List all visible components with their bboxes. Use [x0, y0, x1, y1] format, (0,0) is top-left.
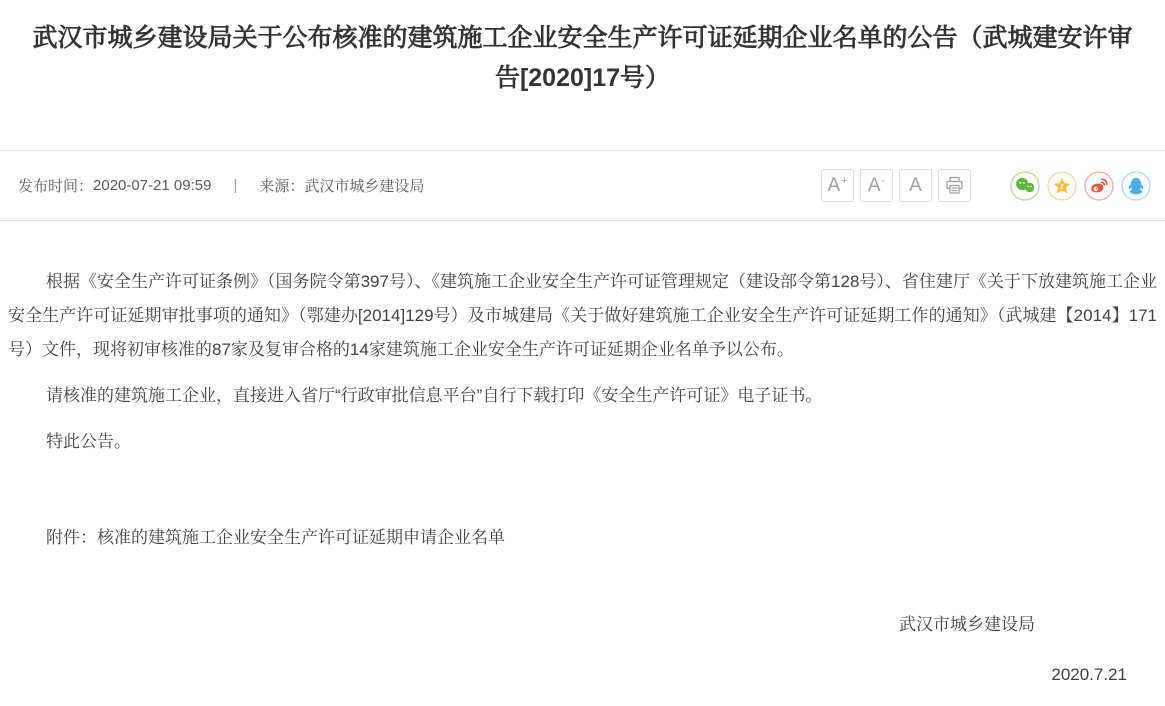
- qq-share-button[interactable]: [1121, 171, 1151, 201]
- weibo-share-button[interactable]: [1084, 171, 1114, 201]
- signature: 武汉市城乡建设局: [899, 615, 1035, 634]
- qzone-share-button[interactable]: [1047, 171, 1077, 201]
- font-decrease-button[interactable]: [860, 169, 893, 202]
- paragraph-1: 根据《安全生产许可证条例》（国务院令第397号）、《建筑施工企业安全生产许可证管理规定（建设部令第128号）、省住建厅《关于下放建筑施工企业安全生产许可证延期审批事项的通知》（鄂建办[2014]129号）及市城建局《关于做好建筑施工企业安全生产许可证延期工作的通知》（武城建【2014】171号）文件，现将初审核准的87家及复审合格的14家建筑施工企业安全生产许可证延期企业名单予以公布。: [8, 272, 1157, 359]
- share-tools: [1003, 171, 1151, 201]
- article-body: [0, 221, 1165, 687]
- printer-icon: [945, 176, 964, 195]
- attachment-link[interactable]: 附件：核准的建筑施工企业安全生产许可证延期申请企业名单: [46, 528, 505, 547]
- svg-text:z: z: [1060, 181, 1064, 191]
- font-increase-button[interactable]: [821, 169, 854, 202]
- font-decrease-label: A: [867, 175, 881, 196]
- page-title: 武汉市城乡建设局关于公布核准的建筑施工企业安全生产许可证延期企业名单的公告（武城建安许审告[2020]17号）: [32, 24, 1133, 92]
- meta-info: [18, 175, 424, 196]
- minus-sign: -: [881, 175, 886, 187]
- qq-icon: [1121, 171, 1151, 201]
- paragraph-2: 请核准的建筑施工企业，直接进入省厅“行政审批信息平台”自行下载打印《安全生产许可证》电子证书。: [46, 386, 823, 405]
- print-button[interactable]: [938, 169, 971, 202]
- plus-sign: +: [841, 175, 848, 187]
- paragraph-3: 特此公告。: [46, 432, 131, 451]
- article-header: [0, 0, 1165, 150]
- source-value: 武汉市城乡建设局: [304, 178, 425, 195]
- toolbar: [821, 169, 1151, 202]
- wechat-icon: [1010, 171, 1040, 201]
- signature-date: 2020.7.21: [1051, 665, 1127, 684]
- meta-separator: |: [233, 177, 238, 194]
- publish-time-value: 2020-07-21 09:59: [93, 177, 212, 194]
- wechat-share-button[interactable]: [1010, 171, 1040, 201]
- meta-bar: [0, 150, 1165, 221]
- publish-time-label: 发布时间：: [18, 178, 94, 195]
- font-reset-button[interactable]: [899, 169, 932, 202]
- weibo-icon: [1084, 171, 1114, 201]
- qzone-icon: [1047, 171, 1077, 201]
- font-increase-label: A: [827, 175, 841, 196]
- font-size-tools: [821, 169, 971, 202]
- font-reset-label: A: [909, 175, 922, 196]
- source-label: 来源：: [259, 178, 305, 195]
